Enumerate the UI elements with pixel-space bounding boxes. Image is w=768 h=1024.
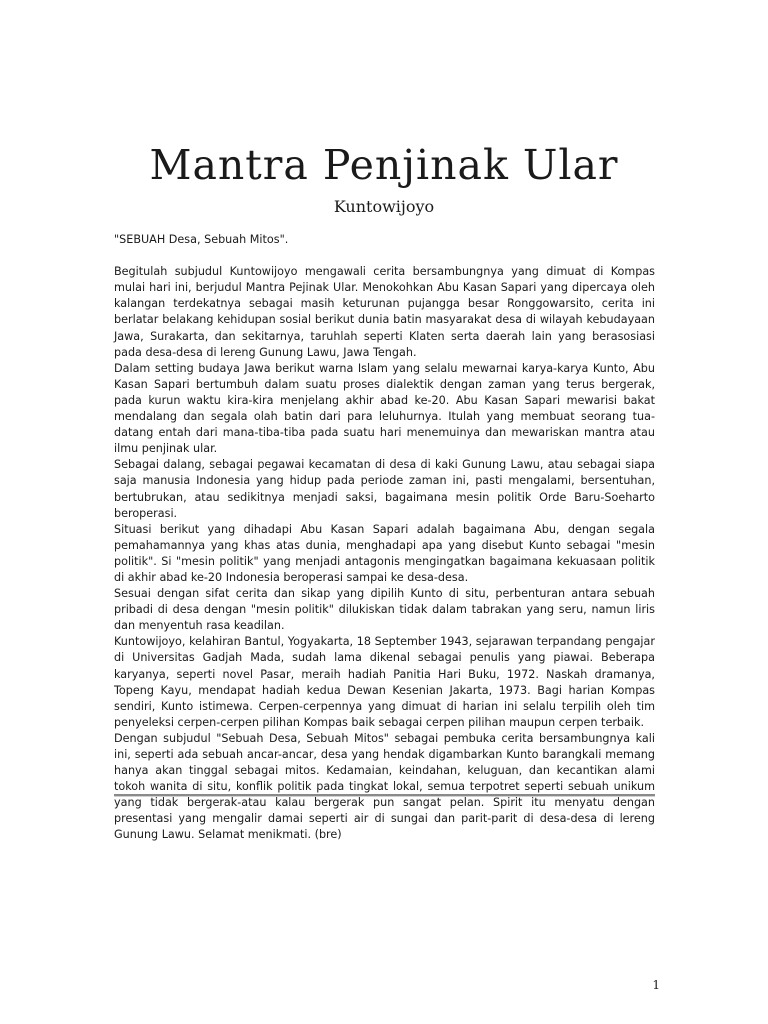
- horizontal-divider: [114, 794, 655, 797]
- document-body: [114, 232, 655, 844]
- body-paragraph-6: Kuntowijoyo, kelahiran Bantul, Yogyakarta, 18 September 1943, sejarawan terpandang pengajar di Universitas Gadjah Mada, sudah lama dikenal sebagai penulis yang piawai. Beberapa karyanya, seperti novel Pasar, meraih hadiah Panitia Hari Buku, 1972. Naskah dramanya, Topeng Kayu, mendapat hadiah kedua Dewan Kesenian Jakarta, 1973. Bagi harian Kompas sendiri, Kunto istimewa. Cerpen-cerpennya yang dimuat di harian ini selalu terpilih oleh tim penyeleksi cerpen-cerpen pilihan Kompas baik sebagai cerpen pilihan maupun cerpen terbaik.: [114, 635, 655, 729]
- body-paragraph-2: Dalam setting budaya Jawa berikut warna Islam yang selalu mewarnai karya-karya Kunto, Abu Kasan Sapari bertumbuh dalam suatu proses dialektik dengan zaman yang terus bergerak, pada kurun waktu kira-kira menjelang akhir abad ke-20. Abu Kasan Sapari mewarisi bakat mendalang dan segala olah batin dari para leluhurnya. Itulah yang membuat seorang tua-datang entah dari mana-tiba-tiba pada suatu hari menemuinya dan mewariskan mantra atau ilmu penjinak ular.: [114, 361, 655, 456]
- document-author: Kuntowijoyo: [333, 197, 435, 216]
- body-paragraph-4: Situasi berikut yang dihadapi Abu Kasan Sapari adalah bagaimana Abu, dengan segala pemahamannya yang khas atas dunia, menghadapi apa yang disebut Kunto sebagai "mesin politik". Si "mesin politik" yang menjadi antagonis mengingatkan bagaimana kekuasaan politik di akhir abad ke-20 Indonesia beroperasi sampai ke desa-desa.: [114, 522, 655, 584]
- body-paragraph-3: Sebagai dalang, sebagai pegawai kecamatan di desa di kaki Gunung Lawu, atau sebagai siapa saja manusia Indonesia yang hidup pada periode zaman ini, pasti mengalami, bersentuhan, bertubrukan, atau sedikitnya menjadi saksi, bagaimana mesin politik Orde Baru-Soeharto beroperasi.: [114, 458, 655, 520]
- body-paragraph-5: Sesuai dengan sifat cerita dan sikap yang dipilih Kunto di situ, perbenturan antara sebuah pribadi di desa dengan "mesin politik" dilukiskan tidak dalam tabrakan yang seru, namun liris dan menyentuh rasa keadilan.: [114, 587, 655, 633]
- body-paragraph-1: Begitulah subjudul Kuntowijoyo mengawali cerita bersambungnya yang dimuat di Kompas mulai hari ini, berjudul Mantra Pejinak Ular. Menokohkan Abu Kasan Sapari yang dipercaya oleh kalangan terdekatnya sebagai masih keturunan pujangga besar Ronggowarsito, cerita ini berlatar belakang kehidupan sosial berikut dunia batin masyarakat desa di wilayah kebudayaan Jawa, Surakarta, dan sekitarnya, taruhlah seperti Klaten serta daerah lain yang berasosiasi pada desa-desa di lereng Gunung Lawu, Jawa Tengah.: [114, 265, 655, 359]
- subtitle-line: "SEBUAH Desa, Sebuah Mitos".: [114, 233, 289, 246]
- body-paragraph-7: Dengan subjudul "Sebuah Desa, Sebuah Mitos" sebagai pembuka cerita bersambungnya kali ini, seperti ada sebuah ancar-ancar, desa yang hendak digambarkan Kunto barangkali memang hanya akan tinggal sebagai mitos. Kedamaian, keindahan, keluguan, dan kecantikan alami tokoh wanita di situ, konflik politik pada tingkat lokal, semua terpotret seperti sebuah unikum yang tidak bergerak-atau kalau bergerak pun sangat pelan. Spirit itu menyatu dengan presentasi yang mengalir damai seperti air di sungai dan parit-parit di desa-desa di lereng Gunung Lawu. Selamat menikmati. (bre): [114, 731, 655, 842]
- document-title: Mantra Penjinak Ular: [149, 141, 619, 189]
- page-number: 1: [652, 978, 660, 992]
